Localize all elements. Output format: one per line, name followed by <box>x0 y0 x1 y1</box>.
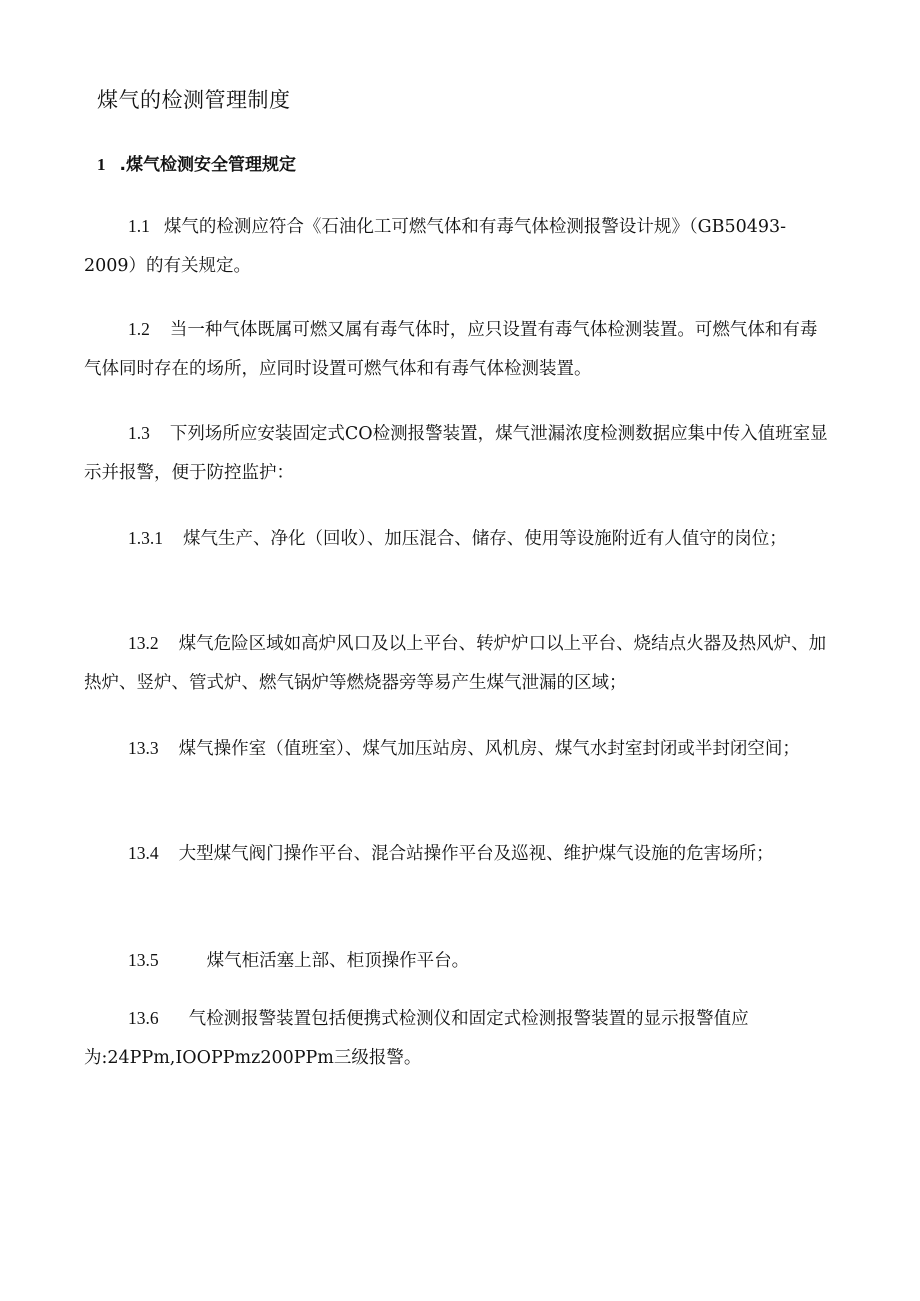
item-number: 13.5 <box>128 950 159 970</box>
item-13-5 <box>84 941 829 981</box>
item-text: 下列场所应安装固定式CO检测报警装置，煤气泄漏浓度检测数据应集中传入值班室显示并报警，便于防控监护： <box>84 424 828 483</box>
item-text: 煤气操作室（值班室）、煤气加压站房、风机房、煤气水封室封闭或半封闭空间； <box>178 739 800 759</box>
item-number: 1.3.1 <box>128 528 163 548</box>
item-number: 13.2 <box>128 633 159 653</box>
item-13-6 <box>84 999 829 1078</box>
section-number: 1 <box>97 155 106 174</box>
item-13-2 <box>84 624 829 703</box>
item-text: 煤气生产、净化（回收）、加压混合、储存、使用等设施附近有人值守的岗位； <box>183 529 787 549</box>
item-1-1 <box>84 207 829 286</box>
section-heading <box>97 150 296 175</box>
item-text: 煤气的检测应符合《石油化工可燃气体和有毒气体检测报警设计规》（GB50493-2009）的有关规定。 <box>84 217 787 276</box>
item-13-4 <box>84 834 829 874</box>
item-1-2 <box>84 310 829 389</box>
document-title: 煤气的检测管理制度 <box>97 88 291 112</box>
item-text: 煤气柜活塞上部、柜顶操作平台。 <box>206 951 470 971</box>
item-text: 气检测报警装置包括便携式检测仪和固定式检测报警装置的显示报警值应为:24PPm,IOOPPmz200PPm三级报警。 <box>84 1009 749 1068</box>
item-number: 1.1 <box>128 216 150 236</box>
item-number: 1.2 <box>128 319 150 339</box>
item-13-3 <box>84 729 829 769</box>
section-heading-text: .煤气检测安全管理规定 <box>119 155 296 175</box>
item-1-3-1 <box>84 519 829 559</box>
item-text: 当一种气体既属可燃又属有毒气体时，应只设置有毒气体检测装置。可燃气体和有毒气体同时存在的场所，应同时设置可燃气体和有毒气体检测装置。 <box>84 320 818 379</box>
item-number: 1.3 <box>128 423 150 443</box>
item-number: 13.3 <box>128 738 159 758</box>
item-text: 大型煤气阀门操作平台、混合站操作平台及巡视、维护煤气设施的危害场所； <box>178 844 774 864</box>
item-text: 煤气危险区域如高炉风口及以上平台、转炉炉口以上平台、烧结点火器及热风炉、加热炉、竖炉、管式炉、燃气锅炉等燃烧器旁等易产生煤气泄漏的区域； <box>84 634 827 693</box>
item-number: 13.4 <box>128 843 159 863</box>
item-1-3 <box>84 414 829 493</box>
item-number: 13.6 <box>128 1008 159 1028</box>
